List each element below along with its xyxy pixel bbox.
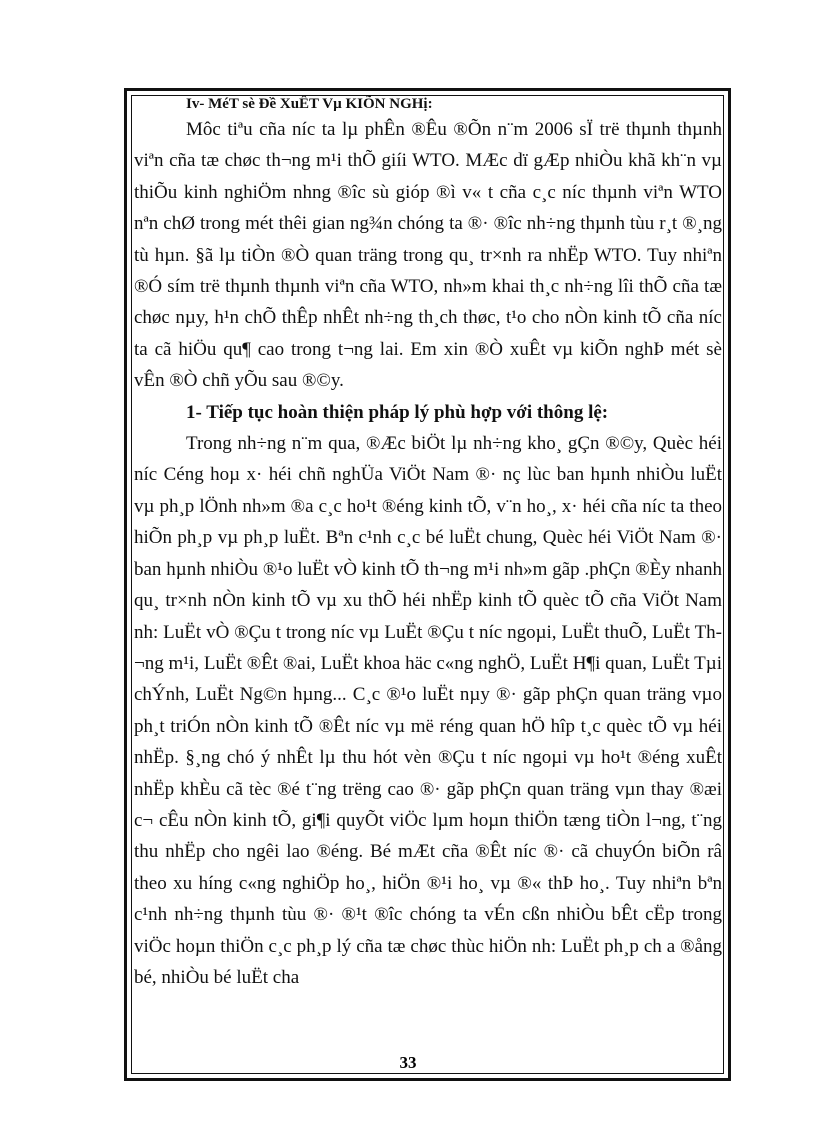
page-content (134, 94, 722, 993)
legal-paragraph: Trong nh÷ng n¨m qua, ®Æc biÖt lµ nh÷ng kho¸ gÇn ®©y, Quèc héi níc Céng hoµ x· héi chñ nghÜa ViÖt Nam ®· nç lùc ban hµnh nhiÒu luËt vµ ph¸p lÖnh nh»m ®a c¸c ho¹t ®éng kinh tÕ, v¨n ho¸, x· héi cña níc ta theo hiÕn ph¸p vµ ph¸p luËt. Bªn c¹nh c¸c bé luËt chung, Quèc héi ViÖt Nam ®· ban hµnh nhiÒu ®¹o luËt vÒ kinh tÕ th¬ng m¹i nh»m gãp .phÇn ®Èy nhanh qu¸ tr×nh nÒn kinh tÕ vµ xu thÕ héi nhËp kinh tÕ quèc tÕ cña ViÖt Nam nh: LuËt vÒ ®Çu t trong níc vµ LuËt ®Çu t níc ngoµi, LuËt thuÕ, LuËt Th¬ng m¹i, LuËt ®Êt ®ai, LuËt khoa häc c«ng nghÖ, LuËt H¶i quan, LuËt Tµi chÝnh, LuËt Ng©n hµng... C¸c ®¹o luËt nµy ®· gãp phÇn quan träng vµo ph¸t triÓn nÒn kinh tÕ ®Êt níc vµ më réng quan hÖ hîp t¸c quèc tÕ vµ héi nhËp. §¸ng chó ý nhÊt lµ thu hót vèn ®Çu t níc ngoµi vµ ho¹t ®éng xuÊt nhËp khÈu cã tèc ®é t¨ng trëng cao ®· gãp phÇn quan träng vµn thay ®æi c¬ cÊu nÒn kinh tÕ, gi¶i quyÕt viÖc lµm hoµn thiÖn tæng tiÒn l¬ng, t¨ng thu nhËp cho ngêi lao ®éng. Bé mÆt cña ®Êt níc ®· cã chuyÓn biÕn râ theo xu híng c«ng nghiÖp ho¸, hiÖn ®¹i ho¸ vµ ®« thÞ ho¸. Tuy nhiªn bªn c¹nh nh÷ng thµnh tùu ®· ®¹t ®îc chóng ta vÉn cßn nhiÒu bÊt cËp trong viÖc hoµn thiÖn c¸c ph¸p lý cña tæ chøc thùc hiÖn nh: LuËt ph¸p ch a ®ång bé, nhiÒu bé luËt cha (134, 433, 722, 988)
section-heading: Iv- MéT sè Đề XuÊT Vµ KIÕN NGHị: (186, 96, 433, 112)
intro-paragraph: Môc tiªu cña níc ta lµ phÊn ®Êu ®Õn n¨m 2006 sÏ trë thµnh thµnh viªn cña tæ chøc th¬ng m¹i thÕ giíi WTO. MÆc dï gÆp nhiÒu khã kh¨n vµ thiÕu kinh nghiÖm nhng ®îc sù gióp ®ì v« t cña c¸c níc thµnh viªn WTO nªn chØ trong mét thêi gian ng¾n chóng ta ®· ®îc nh÷ng thµnh tùu r¸t ®¸ng tù hµn. §ã lµ tiÒn ®Ò quan träng trong qu¸ tr×nh ra nhËp WTO. Tuy nhiªn ®Ó sím trë thµnh thµnh viªn cña WTO, nh»m khai th¸c nh÷ng lîi thÕ cña tæ chøc nµy, h¹n chÕ thÊp nhÊt nh÷ng th¸ch thøc, t¹o cho nÒn kinh tÕ cña níc ta cã hiÖu qu¶ cao trong t¬ng lai. Em xin ®Ò xuÊt vµ kiÕn nghÞ mét sè vÊn ®Ò chñ yÕu sau ®©y. (134, 119, 722, 392)
subsection-heading: 1- Tiếp tục hoàn thiện pháp lý phù hợp với thông lệ: (186, 401, 609, 423)
page-number: 33 (399, 1053, 417, 1072)
